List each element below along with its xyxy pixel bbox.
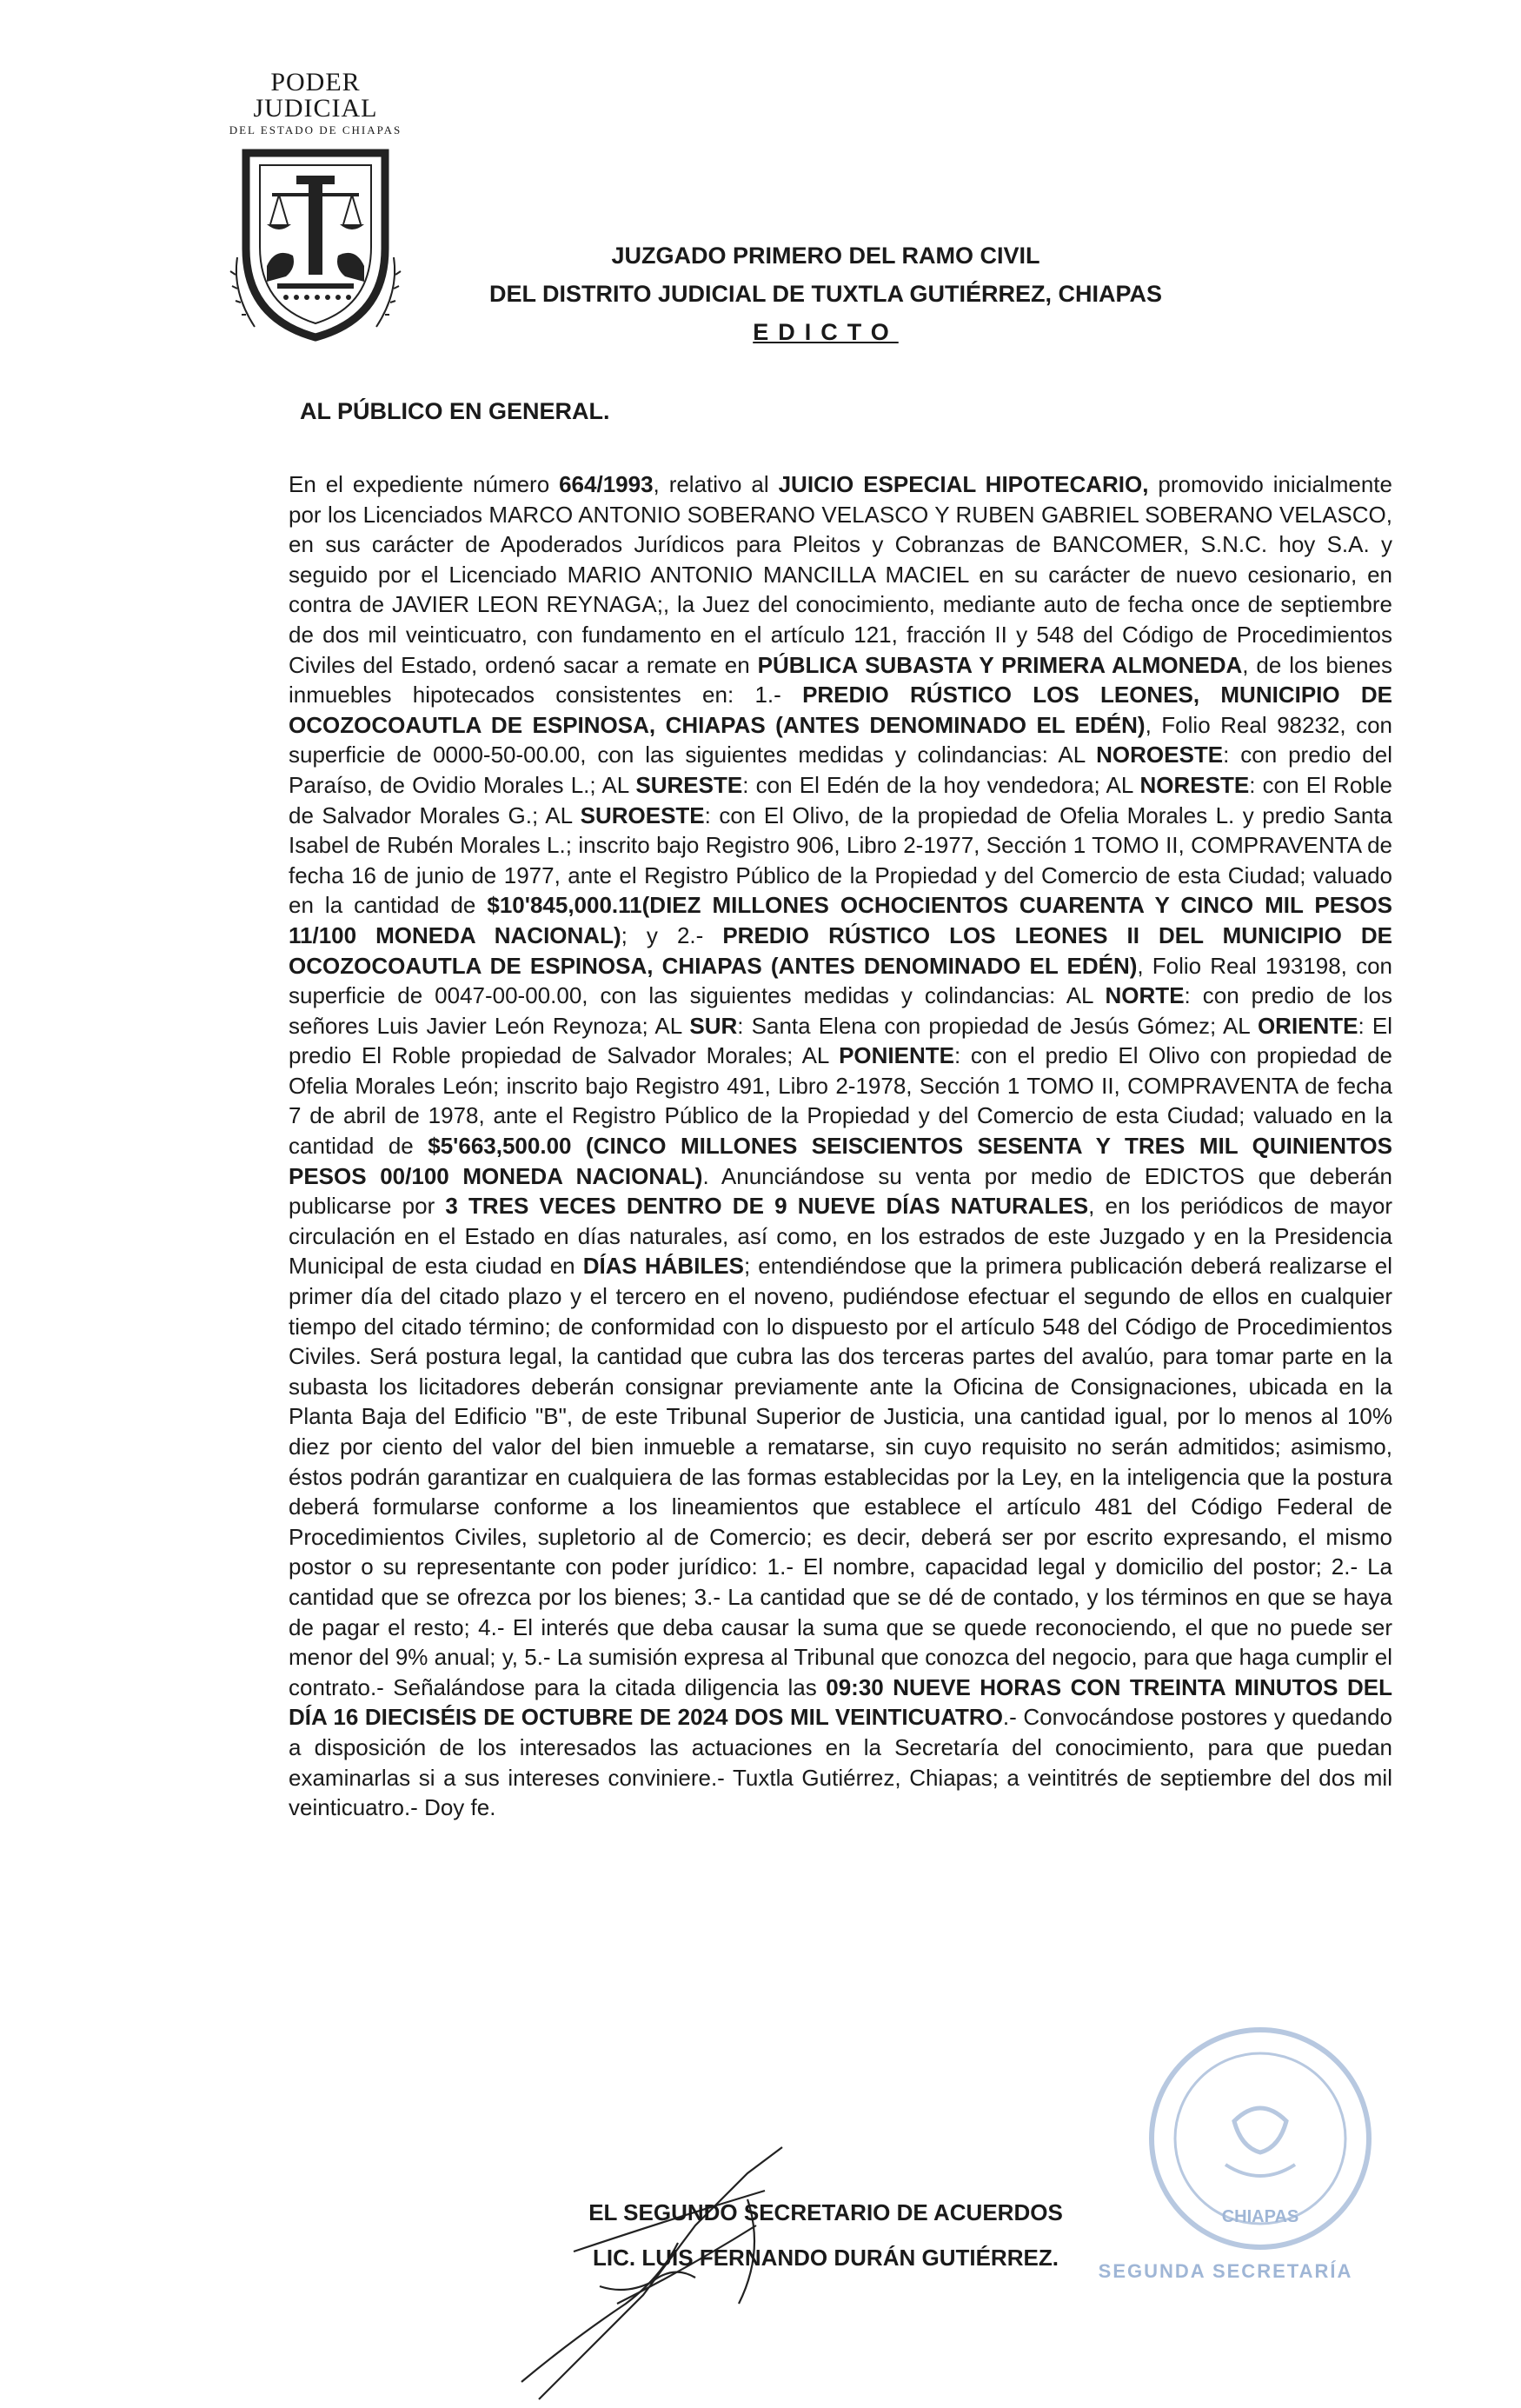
body-text-segment: , Folio Real 98232, con superficie de 0000-50-00.00, con las siguientes medidas y colindancias: AL xyxy=(289,711,1393,768)
body-text-segment: promovido inicialmente por los Licenciados MARCO ANTONIO SOBERANO VELASCO Y RUBEN GABRIEL SOBERANO VELASCO, en sus carácter de Apoderados Jurídicos para Pleitos y Cobranzas de BANCOMER, S.N.C. hoy S.A. y seguido por el Licenciado MARIO ANTONIO MANCILLA MACIEL en su carácter de nuevo cesionario, en contra de JAVIER LEON REYNAGA;, la Juez del conocimiento, mediante auto de fecha once de septiembre de dos mil veinticuatro, con fundamento en el artículo 121, fracción II y 548 del Código de Procedimientos Civiles del Estado, ordenó sacar a remate en xyxy=(289,471,1392,678)
boundary-label: SUROESTE xyxy=(580,802,705,828)
auction-type: PÚBLICA SUBASTA Y PRIMERA ALMONEDA xyxy=(757,651,1243,678)
body-text-segment: .- Convocándose postores y quedando a disposición de los interesados las actuaciones en la Secretaría del conocimiento, para que puedan examinarlas si a sus intereses conviniere.- Tuxtla Gutiérrez, Chiapas; a veintitrés de septiembre del dos mil veinticuatro.- Doy fe. xyxy=(289,1704,1392,1821)
body-text-segment: , de los bienes inmuebles hipotecados consistentes en: 1.- xyxy=(289,651,1393,708)
body-text-segment: , en los periódicos de mayor circulación en el Estado en días naturales, así como, en los estrados de este Juzgado y en la Presidencia Municipal de esta ciudad en xyxy=(289,1193,1392,1280)
greeting: AL PÚBLICO EN GENERAL. xyxy=(300,398,610,424)
case-number: 664/1993 xyxy=(559,471,654,497)
body-text-segment: : con predio de los señores Luis Javier León Reynoza; AL xyxy=(289,982,1393,1039)
body-text-segment: : Santa Elena con propiedad de Jesús Gómez; AL xyxy=(737,1012,1258,1039)
auction-date-time: 09:30 NUEVE HORAS CON TREINTA MINUTOS DEL DÍA 16 DIECISÉIS DE OCTUBRE DE 2024 DOS MIL VEINTICUATRO xyxy=(289,1673,1392,1731)
stamp-secretary: SEGUNDA SECRETARÍA xyxy=(1098,2260,1353,2282)
publication-period: 3 TRES VECES DENTRO DE 9 NUEVE DÍAS NATURALES xyxy=(445,1193,1089,1220)
property-2-name: PREDIO RÚSTICO LOS LEONES II DEL MUNICIPIO DE OCOZOCOAUTLA DE ESPINOSA, CHIAPAS (ANTES DENOMINADO EL EDÉN) xyxy=(289,921,1392,979)
body-text-segment: : con El Olivo, de la propiedad de Ofelia Morales L. y predio Santa Isabel de Rubén Morales L.; inscrito bajo Registro 906, Libro 2-1977, Sección 1 TOMO II, COMPRAVENTA de fecha 16 de junio de 1977, ante el Registro Público de la Propiedad y del Comercio de esta Ciudad; valuado en la cantidad de xyxy=(289,802,1393,919)
logo-subtitle: DEL ESTADO DE CHIAPAS xyxy=(229,123,402,136)
body-text-segment: , Folio Real 193198, con superficie de 0047-00-00.00, con las siguientes medidas y colindancias: AL xyxy=(289,952,1392,1009)
body-text-segment: : con El Edén de la hoy vendedora; AL xyxy=(742,771,1140,798)
boundary-label: PONIENTE xyxy=(839,1042,955,1069)
property-1-valuation: $10'845,000.11(DIEZ MILLONES OCHOCIENTOS CUARENTA Y CINCO MIL PESOS 11/100 MONEDA NACIONAL) xyxy=(289,892,1392,948)
edict-body xyxy=(289,469,1392,1823)
court-name-line1: JUZGADO PRIMERO DEL RAMO CIVIL xyxy=(611,243,1040,269)
body-text-segment: En el expediente número xyxy=(289,471,560,497)
body-text-segment: . Anunciándose su venta por medio de EDICTOS que deberán publicarse por xyxy=(289,1162,1392,1220)
body-text-segment: : con predio del Paraíso, de Ovidio Morales L.; AL xyxy=(289,742,1393,798)
body-text-segment: : con El Roble de Salvador Morales G.; AL xyxy=(289,771,1392,828)
signatory-title: EL SEGUNDO SECRETARIO DE ACUERDOS xyxy=(588,2199,1063,2225)
boundary-label: NOROESTE xyxy=(1096,742,1224,768)
property-2-valuation: $5'663,500.00 (CINCO MILLONES SEISCIENTOS SESENTA Y TRES MIL QUINIENTOS PESOS 00/100 MONEDA NACIONAL) xyxy=(289,1133,1392,1189)
signatory-name: LIC. LUIS FERNANDO DURÁN GUTIÉRREZ. xyxy=(593,2245,1059,2271)
body-text-segment: : con el predio El Olivo con propiedad de Ofelia Morales León; inscrito bajo Registro 491, Libro 2-1978, Sección 1 TOMO II, COMPRAVENTA de fecha 7 de abril de 1978, ante el Registro Público de la Propiedad y del Comercio de esta Ciudad; valuado en la cantidad de xyxy=(289,1042,1392,1160)
court-name-line2: DEL DISTRITO JUDICIAL DE TUXTLA GUTIÉRREZ, CHIAPAS xyxy=(488,281,1163,307)
boundary-label: SUR xyxy=(689,1012,738,1039)
body-text-segment: , relativo al xyxy=(653,471,779,497)
boundary-label: NORESTE xyxy=(1139,771,1250,798)
body-text-segment: ; y 2.- xyxy=(621,921,723,948)
body-text-segment: : El predio El Roble propiedad de Salvador Morales; AL xyxy=(289,1012,1392,1069)
body-text-segment: ; entendiéndose que la primera publicación deberá realizarse el primer día del citado plazo y el tercero en el noveno, pudiéndose efectuar el segundo de ellos en cualquier tiempo del citado término; de conformidad con lo dispuesto por el artículo 548 del Código de Procedimientos Civiles. Será postura legal, la cantidad que cubra las dos terceras partes del avalúo, para tomar parte en la subasta los licitadores deberán consignar previamente ante la Oficina de Consignaciones, ubicada en la Planta Baja del Edificio "B", de este Tribunal Superior de Justicia, una cantidad igual, por lo menos al 10% diez por ciento del valor del bien inmueble a rematarse, sin cuyo requisito no serán admitidos; asimismo, éstos podrán garantizar en cualquiera de las formas establecidas por la Ley, en la inteligencia que la postura deberá formularse conforme a los lineamientos que establece el artículo 481 del Código Federal de Procedimientos Civiles, supletorio al de Comercio; es decir, deberá ser por escrito expresando, el mismo postor o su representante con poder jurídico: 1.- El nombre, capacidad legal y domicilio del postor; 2.- La cantidad que se ofrezca por los bienes; 3.- La cantidad que se dé de contado, y los términos en que se haya de pagar el resto; 4.- El interés que deba causar la suma que se quede reconociendo, el que no puede ser menor del 9% anual; y, 5.- La sumisión expresa al Tribunal que conozca del negocio, para que haga cumplir el contrato.- Señalándose para la citada diligencia las xyxy=(289,1253,1392,1700)
stamp-place: CHIAPAS xyxy=(1221,2207,1299,2226)
document-title: EDICTO xyxy=(753,319,899,345)
trial-type: JUICIO ESPECIAL HIPOTECARIO, xyxy=(778,471,1149,497)
boundary-label: SURESTE xyxy=(635,771,743,798)
boundary-label: ORIENTE xyxy=(1257,1012,1358,1039)
boundary-label: NORTE xyxy=(1105,982,1185,1009)
property-1-name: PREDIO RÚSTICO LOS LEONES, MUNICIPIO DE OCOZOCOAUTLA DE ESPINOSA, CHIAPAS (ANTES DENOMINADO EL EDÉN) xyxy=(289,682,1392,738)
business-days: DÍAS HÁBILES xyxy=(582,1253,744,1280)
logo-title: PODER JUDICIAL xyxy=(253,68,378,123)
